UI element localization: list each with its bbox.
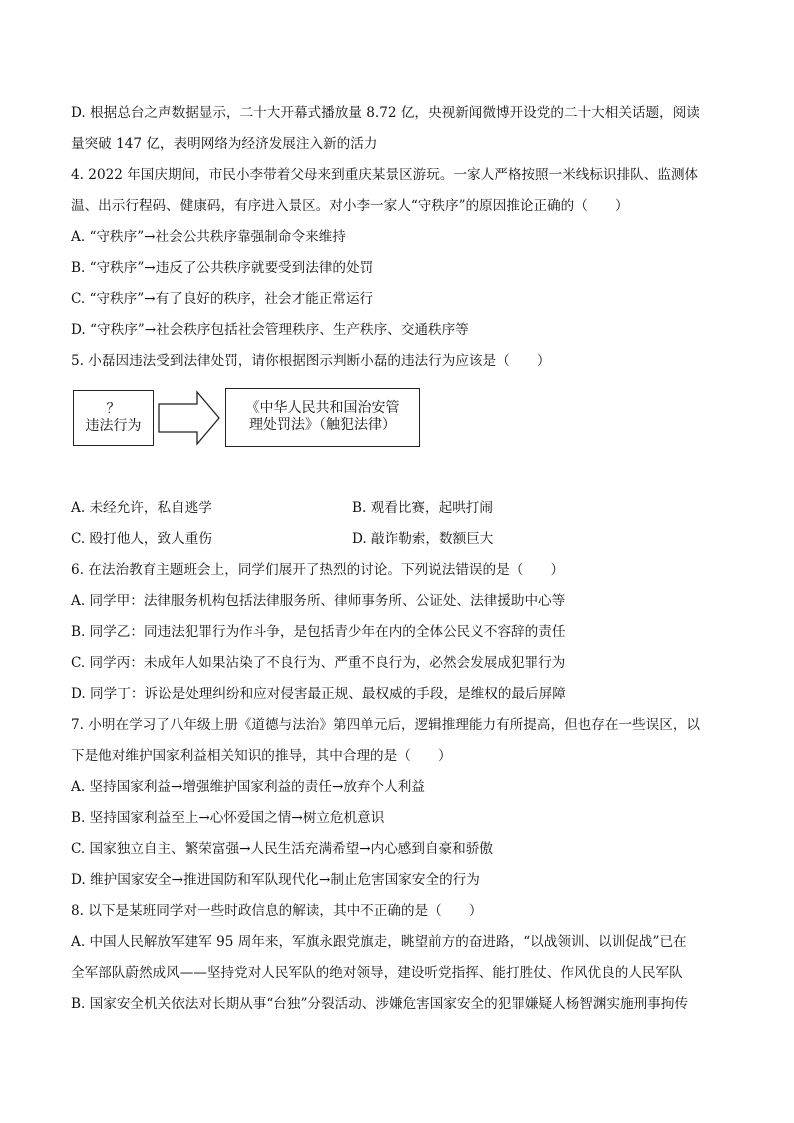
- q7-stem-line1: 7. 小明在学习了八年级上册《道德与法治》第四单元后，逻辑推理能力有所提高，但也存在一些误区，以: [71, 717, 701, 733]
- q4-stem-line2: 温、出示行程码、健康码，有序进入景区。对小李一家人“守秩序”的原因推论正确的（ ）: [71, 198, 629, 214]
- diagram-question-mark: ？: [106, 401, 121, 417]
- q5-option-a: A. 未经允许，私自逃学: [71, 500, 212, 516]
- q5-option-c: C. 殴打他人，致人重伤: [71, 531, 212, 547]
- q5-option-d: D. 敲诈勒索，数额巨大: [352, 531, 494, 547]
- q4-stem-line1: 4. 2022 年国庆期间，市民小李带着父母来到重庆某景区游玩。一家人严格按照一米线标识排队、监测体: [71, 167, 699, 183]
- right-arrow-icon: [158, 390, 220, 446]
- diagram-box-illegal-act: [73, 390, 154, 446]
- q3-option-d-line1: D. 根据总台之声数据显示，二十大开幕式播放量 8.72 亿，央视新闻微博开设党的二十大相关话题，阅读: [71, 105, 700, 121]
- q8-stem: 8. 以下是某班同学对一些时政信息的解读，其中不正确的是（ ）: [71, 903, 483, 919]
- q7-option-b: B. 坚持国家利益至上→心怀爱国之情→树立危机意识: [71, 810, 385, 826]
- q6-stem: 6. 在法治教育主题班会上，同学们展开了热烈的讨论。下列说法错误的是（ ）: [71, 562, 565, 578]
- q5-options-row2: [71, 530, 723, 548]
- q3-option-d-line2: 量突破 147 亿，表明网络为经济发展注入新的活力: [71, 136, 378, 152]
- q4-option-c: C. “守秩序”→有了良好的秩序，社会才能正常运行: [71, 291, 374, 307]
- q7-option-c: C. 国家独立自主、繁荣富强→人民生活充满希望→内心感到自豪和骄傲: [71, 841, 493, 857]
- q6-option-d: D. 同学丁：诉讼是处理纠纷和应对侵害最正规、最权威的手段，是维权的最后屏障: [71, 686, 566, 702]
- q6-option-a: A. 同学甲：法律服务机构包括法律服务所、律师事务所、公证处、法律援助中心等: [71, 593, 566, 609]
- q8-option-a-line2: 全军部队蔚然成风——坚持党对人民军队的绝对领导，建设听党指挥、能打胜仗、作风优良的人民军队: [71, 965, 683, 981]
- q7-option-a: A. 坚持国家利益→增强维护国家利益的责任→放弃个人利益: [71, 779, 425, 795]
- q8-option-b-line1: B. 国家安全机关依法对长期从事“台独”分裂活动、涉嫌危害国家安全的犯罪嫌疑人杨智渊实施刑事拘传: [71, 996, 689, 1012]
- diagram-box-law: [225, 388, 420, 447]
- q7-stem-line2: 下是他对维护国家利益相关知识的推导，其中合理的是（ ）: [71, 748, 452, 764]
- q6-option-b: B. 同学乙：同违法犯罪行为作斗争，是包括青少年在内的全体公民义不容辞的责任: [71, 624, 566, 640]
- q5-option-b: B. 观看比赛，起哄打闹: [352, 500, 493, 516]
- q5-options-row1: [71, 499, 723, 517]
- q5-stem: 5. 小磊因违法受到法律处罚，请你根据图示判断小磊的违法行为应该是（ ）: [71, 353, 551, 369]
- q8-option-a-line1: A. 中国人民解放军建军 95 周年来，军旗永跟党旗走，眺望前方的奋进路，“以战领训、以训促战”已在: [71, 934, 687, 950]
- q6-option-c: C. 同学丙：未成年人如果沾染了不良行为、严重不良行为，必然会发展成犯罪行为: [71, 655, 566, 671]
- diagram-law-line2: 理处罚法》（触犯法律）: [249, 417, 396, 433]
- q7-option-d: D. 维护国家安全→推进国防和军队现代化→制止危害国家安全的行为: [71, 872, 480, 888]
- diagram-law-line1: 《中华人民共和国治安管: [245, 400, 400, 416]
- diagram-label-illegal-act: 违法行为: [85, 418, 142, 434]
- q4-option-a: A. “守秩序”→社会公共秩序靠强制命令来维持: [71, 229, 346, 245]
- q4-option-b: B. “守秩序”→违反了公共秩序就要受到法律的处罚: [71, 260, 374, 276]
- q4-option-d: D. “守秩序”→社会秩序包括社会管理秩序、生产秩序、交通秩序等: [71, 322, 469, 338]
